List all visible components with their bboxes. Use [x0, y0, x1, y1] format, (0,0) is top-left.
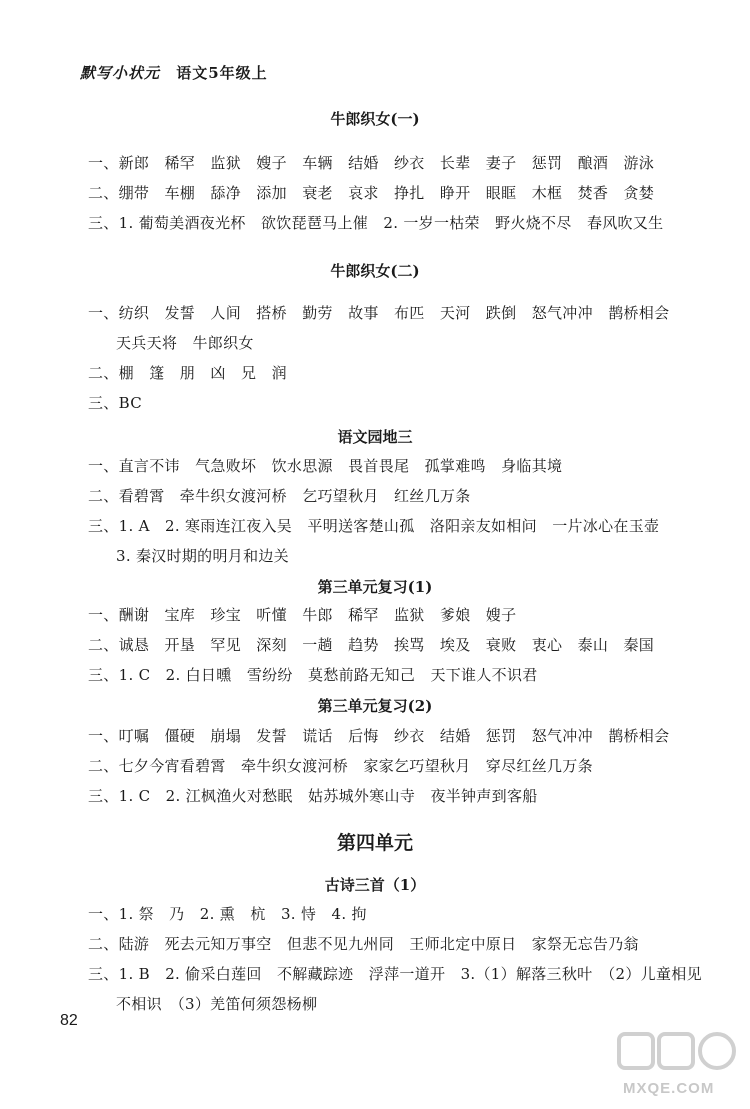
answer-line: 三、1. C 2. 白日曛 雪纷纷 莫愁前路无知己 天下谁人不识君: [88, 666, 538, 684]
answer-line: 二、棚 篷 朋 凶 兄 润: [88, 364, 287, 382]
page-header: [80, 62, 268, 83]
answer-line: 一、新郎 稀罕 监狱 嫂子 车辆 结婚 纱衣 长辈 妻子 惩罚 酿酒 游泳: [88, 154, 655, 172]
unit-title: 第四单元: [336, 832, 413, 854]
watermark-graphic-icon: [615, 1030, 740, 1080]
watermark-logo: [615, 1030, 740, 1102]
header-brand: 默写小状元: [80, 64, 161, 82]
answer-line: 三、1. C 2. 江枫渔火对愁眠 姑苏城外寒山寺 夜半钟声到客船: [88, 787, 538, 805]
answer-line: 三、BC: [88, 394, 142, 412]
answer-line: 一、叮嘱 僵硬 崩塌 发誓 谎话 后悔 纱衣 结婚 惩罚 怒气冲冲 鹊桥相会: [88, 727, 670, 745]
answer-line: 一、酬谢 宝库 珍宝 听懂 牛郎 稀罕 监狱 爹娘 嫂子: [88, 606, 517, 624]
answer-line: 一、直言不讳 气急败坏 饮水思源 畏首畏尾 孤掌难鸣 身临其境: [88, 457, 563, 475]
answer-line: 二、绷带 车棚 舔净 添加 衰老 哀求 挣扎 睁开 眼眶 木框 焚香 贪婪: [88, 184, 655, 202]
answer-line: 二、七夕今宵看碧霄 牵牛织女渡河桥 家家乞巧望秋月 穿尽红丝几万条: [88, 757, 593, 775]
watermark-text: MXQE.COM: [623, 1080, 715, 1097]
answer-line: 一、1. 祭 乃 2. 熏 杭 3. 恃 4. 拘: [88, 905, 367, 923]
section-title: 牛郎织女(一): [330, 110, 420, 128]
answer-line: 三、1. A 2. 寒雨连江夜入吴 平明送客楚山孤 洛阳亲友如相问 一片冰心在玉壶: [88, 517, 660, 535]
answer-line: 一、纺织 发誓 人间 搭桥 勤劳 故事 布匹 天河 跌倒 怒气冲冲 鹊桥相会: [88, 304, 670, 322]
section-title: 第三单元复习(1): [317, 578, 433, 596]
answer-line: 天兵天将 牛郎织女: [116, 334, 254, 352]
section-title: 语文园地三: [337, 428, 413, 446]
section-title: 第三单元复习(2): [317, 697, 433, 715]
page-number: 82: [60, 1012, 78, 1029]
answer-line: 二、陆游 死去元知万事空 但悲不见九州同 王师北定中原日 家祭无忘告乃翁: [88, 935, 639, 953]
answer-line: 三、1. B 2. 偷采白莲回 不解藏踪迹 浮萍一道开 3.（1）解落三秋叶 （2）儿童相见: [88, 965, 702, 983]
answer-line: 二、诚恳 开垦 罕见 深刻 一趟 趋势 挨骂 埃及 衰败 衷心 泰山 秦国: [88, 636, 655, 654]
answer-line: 不相识 （3）羌笛何须怨杨柳: [116, 995, 318, 1013]
section-title: 牛郎织女(二): [330, 262, 420, 280]
answer-line: 二、看碧霄 牵牛织女渡河桥 乞巧望秋月 红丝几万条: [88, 487, 471, 505]
header-subject: 语文5年级上: [176, 64, 268, 82]
answer-line: 3. 秦汉时期的明月和边关: [116, 547, 289, 565]
section-title: 古诗三首（1）: [324, 876, 426, 894]
answer-line: 三、1. 葡萄美酒夜光杯 欲饮琵琶马上催 2. 一岁一枯荣 野火烧不尽 春风吹又生: [88, 214, 664, 232]
